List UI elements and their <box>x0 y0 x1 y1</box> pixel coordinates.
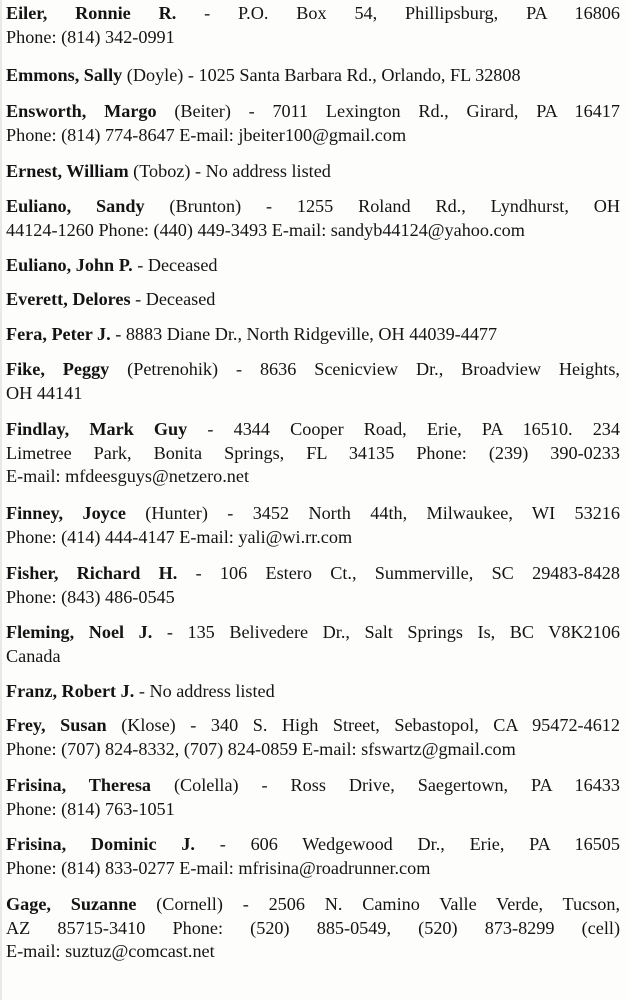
entry-name: Fisher, Richard H. <box>6 563 178 583</box>
entry-address: - 8883 Diane Dr., North Ridgeville, OH 44039-4477 <box>110 324 498 344</box>
entry-line <box>6 502 620 526</box>
entry-euliano-sandy <box>6 195 620 242</box>
entry-address: - 4344 Cooper Road, Erie, PA 16510. 234 <box>187 419 620 439</box>
entry-name: Ensworth, Margo <box>6 101 157 121</box>
entry-address: - Deceased <box>130 289 216 309</box>
entry-maiden: (Petrenohik) <box>109 359 219 379</box>
entry-contact: Phone: (814) 833-0277 E-mail: mfrisina@roadrunner.com <box>6 857 431 878</box>
entry-line <box>6 621 620 645</box>
entry-contact: Limetree Park, Bonita Springs, FL 34135 Phone: (239) 390-0233 <box>6 442 620 463</box>
entry-fike <box>6 358 620 405</box>
entry-email: E-mail: suztuz@comcast.net <box>6 941 215 961</box>
entry-name: Franz, Robert J. <box>6 681 135 701</box>
entry-finney <box>6 502 620 549</box>
entry-address: - 106 Estero Ct., Summerville, SC 29483-8428 <box>177 563 620 583</box>
entry-name: Eiler, Ronnie R. <box>6 3 177 23</box>
entry-address: - 8636 Scenicview Dr., Broadview Heights, <box>218 359 620 379</box>
entry-findlay <box>6 418 620 489</box>
entry-name: Euliano, Sandy <box>6 196 145 216</box>
entry-frey <box>6 714 620 761</box>
entry-contact: 44124-1260 Phone: (440) 449-3493 E-mail: sandyb44124@yahoo.com <box>6 219 525 240</box>
entry-name: Findlay, Mark Guy <box>6 419 188 439</box>
entry-line <box>6 195 620 219</box>
entry-name: Frisina, Theresa <box>6 775 152 795</box>
entry-line <box>6 418 620 442</box>
entry-fisher <box>6 562 620 609</box>
entry-maiden: (Hunter) <box>125 503 208 523</box>
entry-address: - Ross Drive, Saegertown, PA 16433 <box>238 775 620 795</box>
entry-name: Frey, Susan <box>6 715 107 735</box>
entry-eiler <box>6 2 620 49</box>
entry-name: Fleming, Noel J. <box>6 622 153 642</box>
entry-frisina-dominic <box>6 833 620 880</box>
entry-name: Gage, Suzanne <box>6 894 137 914</box>
entry-address: - 2506 N. Camino Valle Verde, Tucson, <box>222 894 620 914</box>
entry-frisina-theresa <box>6 774 620 821</box>
entry-address: - No address listed <box>190 161 331 181</box>
entry-line <box>6 562 620 586</box>
entry-address: - 135 Belivedere Dr., Salt Springs Is, BC V8K2106 <box>152 622 620 642</box>
entry-address: - 606 Wedgewood Dr., Erie, PA 16505 <box>194 834 620 854</box>
entry-line <box>6 714 620 738</box>
entry-contact: Phone: (707) 824-8332, (707) 824-0859 E-mail: sfswartz@gmail.com <box>6 738 516 759</box>
entry-email: E-mail: mfdeesguys@netzero.net <box>6 466 250 486</box>
entry-line <box>6 2 620 26</box>
entry-line <box>6 100 620 124</box>
entry-maiden: (Cornell) <box>136 894 223 914</box>
entry-line <box>6 833 620 857</box>
entry-maiden: (Brunton) <box>144 196 242 216</box>
entry-ernest <box>6 160 620 184</box>
entry-contact: Phone: (814) 763-1051 <box>6 798 175 819</box>
entry-maiden: (Beiter) <box>156 101 231 121</box>
entry-name: Finney, Joyce <box>6 503 126 523</box>
entry-maiden: (Colella) <box>151 775 239 795</box>
entry-address: - 7011 Lexington Rd., Girard, PA 16417 <box>230 101 620 121</box>
entry-address: - 340 S. High Street, Sebastopol, CA 95472-4612 <box>175 715 620 735</box>
entry-maiden: (Toboz) <box>128 161 191 181</box>
entry-franz <box>6 680 620 704</box>
entry-contact: OH 44141 <box>6 382 83 403</box>
entry-address: - No address listed <box>134 681 275 701</box>
entry-fleming <box>6 621 620 668</box>
entry-maiden: (Doyle) <box>122 65 184 85</box>
entry-contact: Phone: (843) 486-0545 <box>6 586 175 607</box>
entry-address: - P.O. Box 54, Phillipsburg, PA 16806 <box>176 3 620 23</box>
entry-address: - 1025 Santa Barbara Rd., Orlando, FL 32808 <box>183 65 521 85</box>
entry-address: - 3452 North 44th, Milwaukee, WI 53216 <box>207 503 620 523</box>
entry-line <box>6 774 620 798</box>
entry-country: Canada <box>6 645 61 666</box>
entry-contact: Phone: (814) 774-8647 E-mail: jbeiter100@gmail.com <box>6 124 407 145</box>
scan-edge <box>0 0 2 1000</box>
entry-name: Ernest, William <box>6 161 129 181</box>
entry-line <box>6 893 620 917</box>
entry-name: Emmons, Sally <box>6 65 123 85</box>
entry-ensworth <box>6 100 620 147</box>
entry-name: Frisina, Dominic J. <box>6 834 195 854</box>
entry-address: - 1255 Roland Rd., Lyndhurst, OH <box>241 196 620 216</box>
entry-name: Everett, Delores <box>6 289 131 309</box>
entry-name: Fera, Peter J. <box>6 324 111 344</box>
entry-line <box>6 358 620 382</box>
entry-contact: AZ 85715-3410 Phone: (520) 885-0549, (520) 873-8299 (cell) <box>6 917 620 938</box>
entry-name: Euliano, John P. <box>6 255 133 275</box>
entry-fera <box>6 323 620 347</box>
entry-maiden: (Klose) <box>106 715 176 735</box>
entry-address: - Deceased <box>132 255 218 275</box>
entry-gage <box>6 893 620 964</box>
entry-everett <box>6 288 620 312</box>
entry-contact: Phone: (814) 342-0991 <box>6 26 175 47</box>
entry-contact: Phone: (414) 444-4147 E-mail: yali@wi.rr.com <box>6 526 353 547</box>
entry-name: Fike, Peggy <box>6 359 110 379</box>
entry-emmons <box>6 64 620 88</box>
entry-euliano-john <box>6 254 620 278</box>
